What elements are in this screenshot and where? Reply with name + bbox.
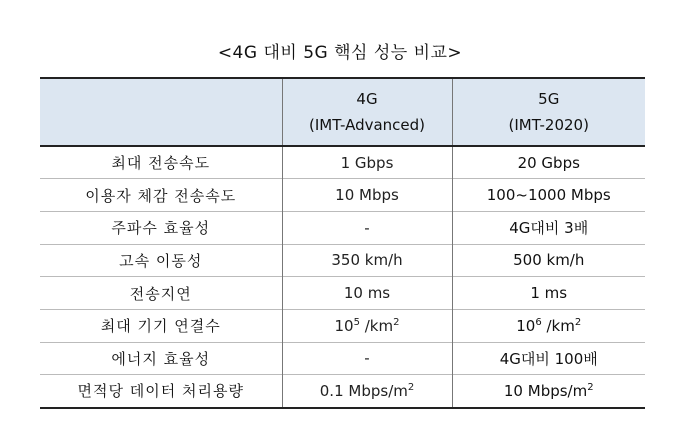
value-5g: 4G대비 3배 xyxy=(452,211,645,244)
row-label: 주파수 효율성 xyxy=(40,211,282,244)
value-exponent: 5 xyxy=(353,316,360,328)
unit-exponent: 2 xyxy=(587,381,594,393)
table-row xyxy=(40,179,645,212)
value-4g xyxy=(282,375,452,408)
header-4g xyxy=(282,78,452,146)
table-row xyxy=(40,244,645,277)
row-label: 전송지연 xyxy=(40,277,282,310)
unit-exponent: 2 xyxy=(393,316,400,328)
table-row xyxy=(40,211,645,244)
row-label: 면적당 데이터 처리용량 xyxy=(40,375,282,408)
table-row xyxy=(40,146,645,179)
table-row xyxy=(40,375,645,408)
table-header-row xyxy=(40,78,645,146)
row-label: 최대 전송속도 xyxy=(111,154,211,173)
document-title: <4G 대비 5G 핵심 성능 비교> xyxy=(217,43,463,63)
value-4g: 350 km/h xyxy=(282,244,452,277)
row-label: 에너지 효율성 xyxy=(40,342,282,375)
row-label: 고속 이동성 xyxy=(40,244,282,277)
value-unit: /km xyxy=(359,316,394,335)
table-row xyxy=(40,309,645,342)
header-5g xyxy=(452,78,645,146)
row-label: 이용자 체감 전송속도 xyxy=(40,179,282,212)
table-row xyxy=(40,342,645,375)
value-exponent: 6 xyxy=(535,316,542,328)
value-4g: - xyxy=(282,211,452,244)
header-4g-name: 4G xyxy=(356,90,378,108)
value-5g: 100~1000 Mbps xyxy=(452,179,645,212)
value-base: 0.1 Mbps/m xyxy=(319,381,408,400)
row-label: 최대 기기 연결수 xyxy=(40,309,282,342)
value-5g xyxy=(452,375,645,408)
header-5g-name: 5G xyxy=(538,90,560,108)
table-row xyxy=(40,277,645,310)
value-5g xyxy=(452,309,645,342)
comparison-table xyxy=(40,77,645,409)
value-5g: 500 km/h xyxy=(452,244,645,277)
header-5g-standard: (IMT-2020) xyxy=(508,116,589,134)
value-4g: 1 Gbps xyxy=(282,146,452,179)
value-base: 10 Mbps/m xyxy=(503,381,588,400)
value-4g: - xyxy=(282,342,452,375)
value-5g: 1 ms xyxy=(452,277,645,310)
value-unit: /km xyxy=(541,316,575,335)
value-base: 10 xyxy=(334,316,354,335)
value-4g: 10 ms xyxy=(282,277,452,310)
value-5g: 4G대비 100배 xyxy=(452,342,645,375)
unit-exponent: 2 xyxy=(407,381,415,393)
value-4g: 10 Mbps xyxy=(282,179,452,212)
header-empty-cell xyxy=(40,78,282,146)
unit-exponent: 2 xyxy=(574,316,582,328)
value-base: 10 xyxy=(516,316,536,335)
value-4g xyxy=(282,309,452,342)
value-5g: 20 Gbps xyxy=(452,146,645,179)
header-4g-standard: (IMT-Advanced) xyxy=(308,116,426,134)
